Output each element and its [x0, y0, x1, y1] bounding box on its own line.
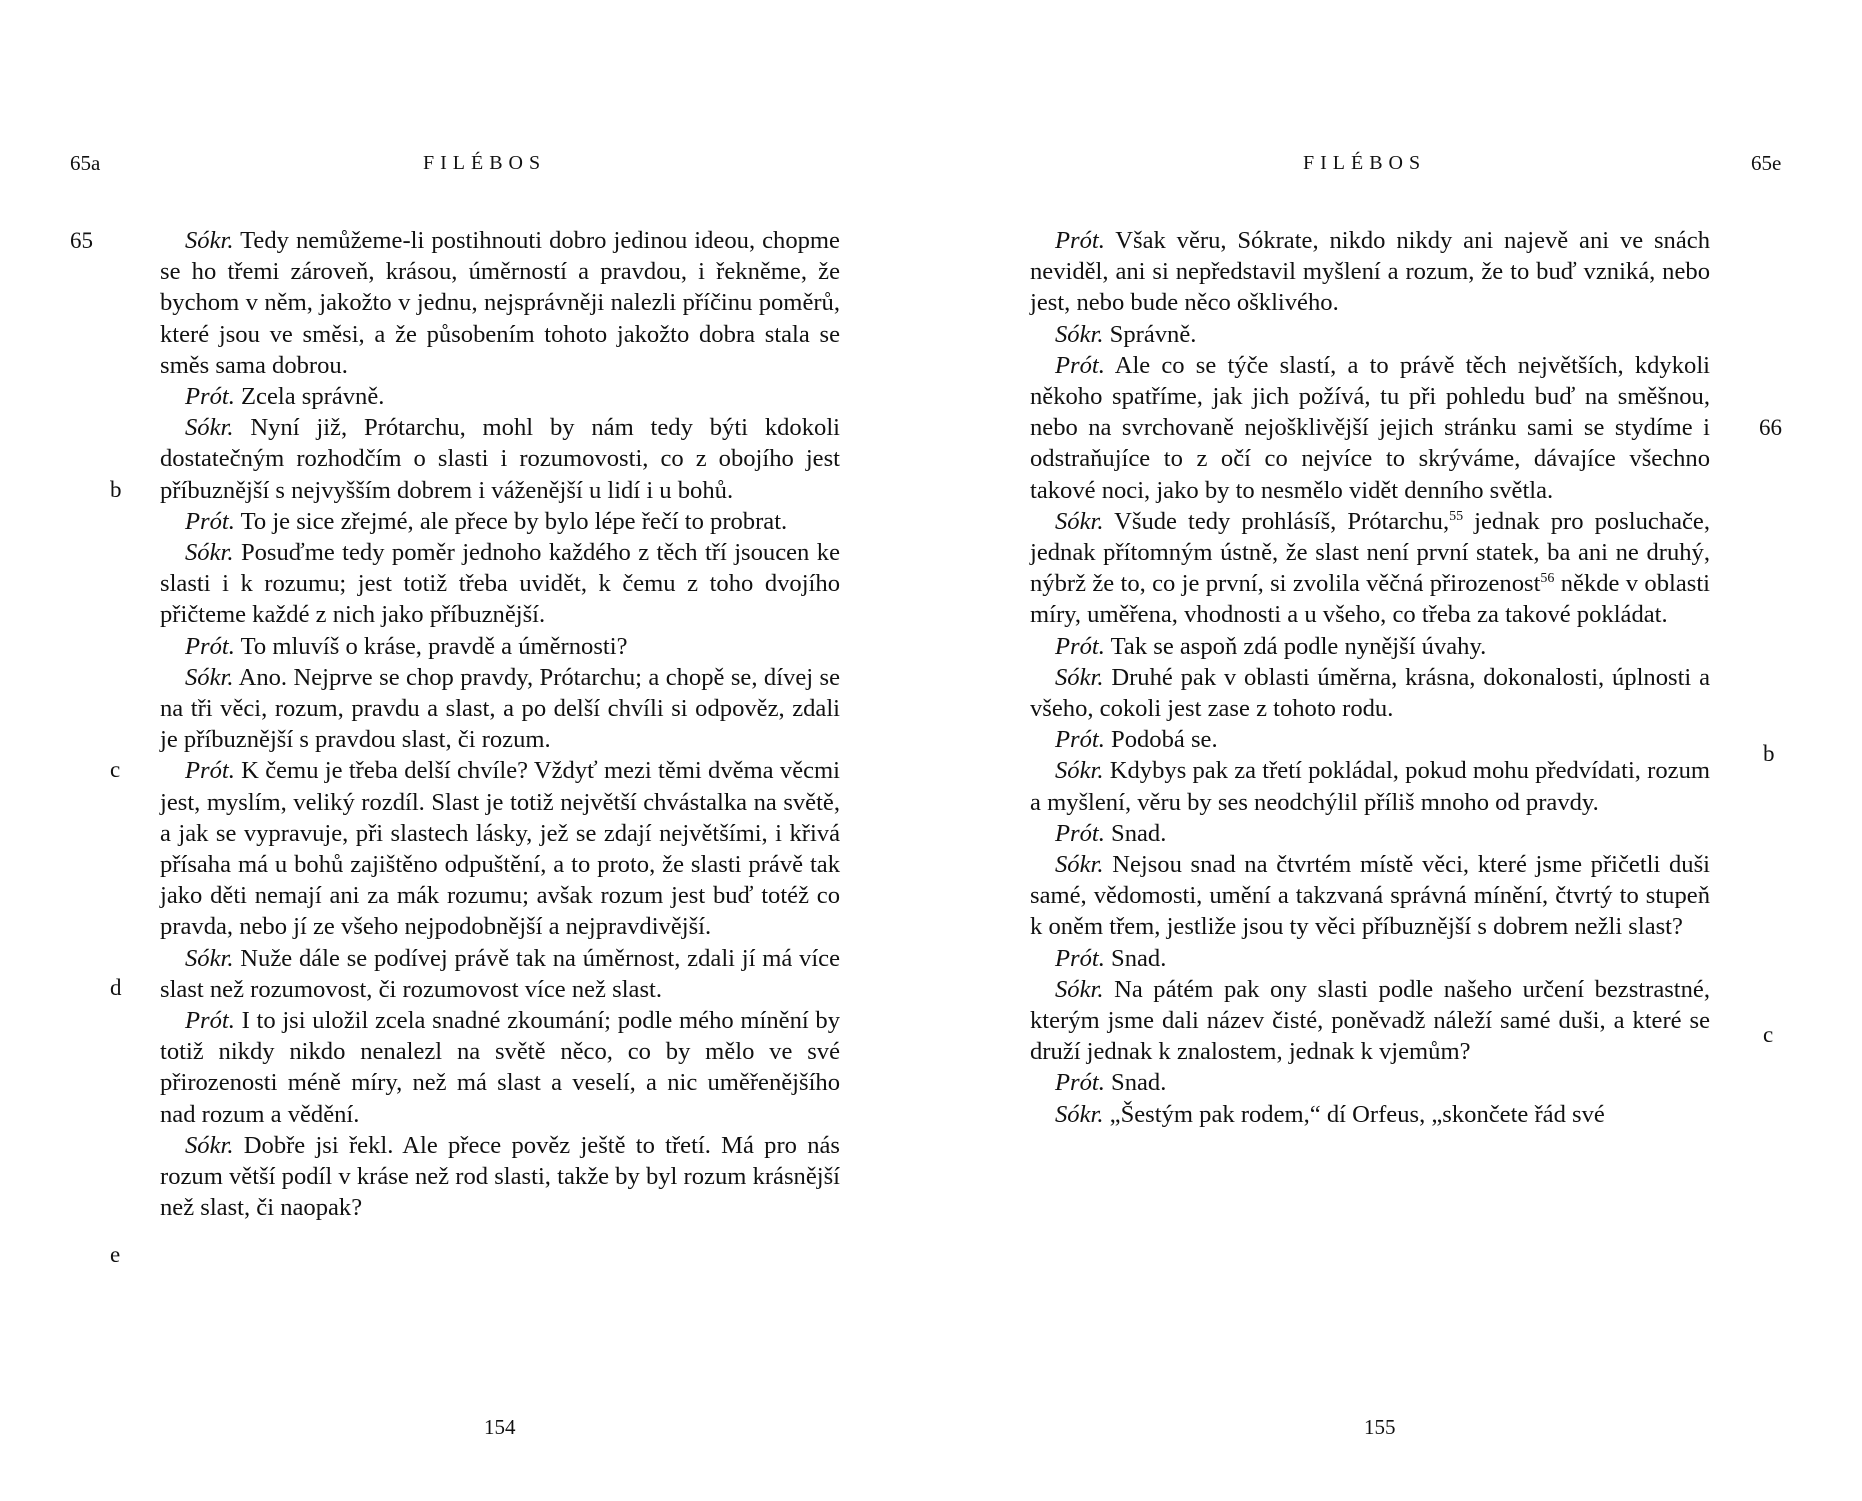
dialogue-paragraph	[1030, 849, 1710, 943]
speaker-name: Sókr.	[185, 414, 234, 442]
speaker-name: Sókr.	[185, 663, 234, 691]
dialogue-paragraph	[1030, 662, 1710, 724]
footnote-ref-55[interactable]: 55	[1449, 508, 1464, 524]
dialogue-text: Druhé pak v oblasti úměrna, krásna, dokonalosti, úplnosti a všeho, cokoli jest zase z tohoto rodu.	[1030, 663, 1710, 723]
dialogue-text: Posuďme tedy poměr jednoho každého z těch tří jsoucen ke slasti i k rozumu; jest totiž třeba uvidět, k čemu z toho dvojího přičteme každé z nich jako příbuznější.	[160, 539, 840, 629]
dialogue-text: někde v oblasti míry, uměřena, vhodnosti a u všeho, co třeba za takové pokládat.	[1030, 570, 1710, 629]
speaker-name: Prót.	[185, 632, 235, 660]
margin-ref-e: e	[110, 1242, 121, 1267]
speaker-name: Sókr.	[1055, 851, 1104, 879]
dialogue-paragraph	[1030, 755, 1710, 817]
dialogue-paragraph	[1030, 818, 1710, 849]
margin-ref-b: b	[110, 477, 122, 502]
speaker-name: Sókr.	[1055, 757, 1104, 785]
dialogue-paragraph	[160, 631, 840, 662]
dialogue-paragraph	[160, 412, 840, 506]
dialogue-text: Nyní již, Prótarchu, mohl by nám tedy býti kdokoli dostatečným rozhodčím o slasti i rozumovosti, co z obojího jest příbuznější s nejvyšším dobrem i váženější u lidí i u bohů.	[160, 414, 840, 504]
dialogue-text: To je sice zřejmé, ale přece by bylo lépe řečí to probrat.	[240, 507, 788, 535]
dialogue-paragraph	[1030, 974, 1710, 1068]
dialogue-text: I to jsi uložil zcela snadné zkoumání; podle mého mínění by totiž nikdy nikdo nenalezl na světě něco, co by mělo ve své přirozenosti méně míry, než má slast a veselí, a nic uměřenějšího nad rozum a vědění.	[160, 1007, 840, 1128]
dialogue-paragraph	[1030, 943, 1710, 974]
page-number: 155	[1364, 1415, 1396, 1439]
dialogue-text: Však věru, Sókrate, nikdo nikdy ani najevě ani ve snách neviděl, ani si nepředstavil myšlení a rozum, že to buď vzniká, nebo jest, nebo bude něco ošklivého.	[1030, 227, 1710, 317]
speaker-name: Sókr.	[185, 944, 234, 972]
dialogue-paragraph	[160, 662, 840, 756]
dialogue-text: Nuže dále se podívej právě tak na úměrnost, zdali jí má více slast než rozumovost, či rozumovost více než slast.	[160, 944, 840, 1003]
margin-ref-c: c	[110, 757, 121, 782]
speaker-name: Sókr.	[1055, 320, 1104, 348]
speaker-name: Prót.	[1055, 944, 1105, 972]
speaker-name: Prót.	[1055, 819, 1105, 847]
dialogue-text: Všude tedy prohlásíš, Prótarchu,	[1114, 507, 1450, 535]
speaker-name: Prót.	[185, 1007, 235, 1035]
dialogue-paragraph	[160, 943, 840, 1005]
dialogue-text: K čemu je třeba delší chvíle? Vždyť mezi těmi dvěma věcmi jest, myslím, veliký rozdíl. Slast je totiž největší chvástalka na světě, a jak se vypravuje, při slastech lásky, jež se zdají největšími, i křivá přísaha má u bohů zajištěno odpuštění, a to proto, že slasti právě tak jako děti nemají ani za mák rozumu; avšak rozum jest buď totéž co pravda, nebo jí ze všeho nejpodobnější a nejpravdivější.	[160, 757, 840, 941]
right-text-body	[1030, 225, 1710, 1130]
dialogue-text: Ano. Nejprve se chop pravdy, Prótarchu; a chopě se, dívej se na tři věci, rozum, pravdu a slast, a po delší chvíli si odpověz, zdali je příbuznější s pravdou slast, či rozum.	[160, 663, 840, 754]
dialogue-paragraph	[160, 225, 840, 381]
speaker-name: Prót.	[1055, 227, 1105, 254]
dialogue-paragraph	[1030, 1067, 1710, 1098]
dialogue-paragraph	[1030, 506, 1710, 631]
dialogue-text: Tedy nemůžeme-li postihnouti dobro jedinou ideou, chopme se ho třemi zároveň, krásou, úměrností a pravdou, i řekněme, že bychom v něm, jakožto v jednu, nejsprávněji nalezli příčinu poměrů, které jsou ve směsi, a že působením tohoto jakožto dobra stala se směs sama dobrou.	[160, 227, 840, 379]
dialogue-paragraph	[160, 755, 840, 942]
speaker-name: Sókr.	[1055, 975, 1104, 1003]
dialogue-text: Kdybys pak za třetí pokládal, pokud mohu předvídati, rozum a myšlení, věru by ses neodchýlil příliš mnoho od pravdy.	[1030, 757, 1710, 816]
dialogue-paragraph	[1030, 631, 1710, 662]
speaker-name: Sókr.	[185, 227, 234, 254]
speaker-name: Sókr.	[185, 1131, 234, 1159]
margin-ref-c: c	[1763, 1022, 1774, 1047]
left-text-body	[160, 225, 840, 1224]
speaker-name: Prót.	[1055, 632, 1105, 660]
speaker-name: Sókr.	[1055, 1100, 1104, 1128]
page-number: 154	[484, 1415, 516, 1439]
dialogue-text: Tak se aspoň zdá podle nynější úvahy.	[1110, 632, 1487, 660]
dialogue-paragraph	[1030, 1099, 1710, 1130]
dialogue-text: Snad.	[1111, 944, 1167, 972]
speaker-name: Prót.	[1055, 726, 1105, 754]
dialogue-text: Snad.	[1111, 1069, 1167, 1097]
running-title: FILÉBOS	[1303, 152, 1427, 174]
speaker-name: Sókr.	[1055, 663, 1104, 691]
speaker-name: Prót.	[1055, 351, 1105, 379]
dialogue-paragraph	[1030, 724, 1710, 755]
stephanus-header-ref: 65e	[1751, 151, 1782, 175]
dialogue-paragraph	[160, 1130, 840, 1224]
dialogue-paragraph	[160, 506, 840, 537]
dialogue-text: jednak pro posluchače, jednak přítomným ústně, že slast není první statek, ba ani ne druhý, nýbrž že to, co je první, si zvolila věčná přirozenost	[1030, 507, 1710, 598]
margin-ref-66: 66	[1759, 415, 1782, 440]
dialogue-text: Na pátém pak ony slasti podle našeho určení bezstrastné, kterým jsme dali název čisté, poněvadž náleží samé duši, a které se druží jednak k znalostem, jednak k vjemům?	[1030, 975, 1710, 1066]
speaker-name: Prót.	[1055, 1069, 1105, 1097]
dialogue-text: To mluvíš o kráse, pravdě a úměrnosti?	[240, 632, 628, 660]
dialogue-text: Snad.	[1111, 819, 1167, 847]
dialogue-paragraph	[160, 381, 840, 412]
speaker-name: Prót.	[185, 383, 235, 411]
dialogue-text: Podobá se.	[1111, 726, 1218, 754]
speaker-name: Sókr.	[1055, 507, 1104, 535]
dialogue-text: Nejsou snad na čtvrtém místě věci, které jsme přičetli duši samé, vědomosti, umění a takzvaná správná mínění, čtvrtý to stupeň k oněm třem, jestliže jsou ty věci příbuznější s dobrem nežli slast?	[1030, 851, 1711, 941]
dialogue-paragraph	[160, 537, 840, 631]
running-title: FILÉBOS	[423, 152, 547, 174]
margin-ref-b: b	[1763, 741, 1775, 766]
dialogue-text: Zcela správně.	[241, 383, 385, 411]
stephanus-header-ref: 65a	[70, 151, 101, 175]
margin-ref-d: d	[110, 975, 122, 1000]
right-page	[931, 0, 1862, 1501]
speaker-name: Sókr.	[185, 539, 234, 567]
footnote-ref-56[interactable]: 56	[1540, 571, 1555, 587]
dialogue-paragraph	[160, 1005, 840, 1130]
margin-ref-65: 65	[70, 228, 93, 253]
speaker-name: Prót.	[185, 507, 235, 535]
dialogue-text: Ale co se týče slastí, a to právě těch největších, kdykoli někoho spatříme, jak jich požívá, tu při pohledu buď na směšnou, nebo na svrchovaně nejošklivější jejich stránku sami se stydíme i odstraňujíce to z očí co nejvíce to skrýváme, dávajíce všechno takové noci, jako by to nesmělo vidět denního světla.	[1030, 351, 1710, 504]
dialogue-text: „Šestým pak rodem,“ dí Orfeus, „skončete řád své	[1109, 1100, 1605, 1128]
dialogue-text: Dobře jsi řekl. Ale přece pověz ještě to třetí. Má pro nás rozum větší podíl v kráse než rod slasti, takže by byl rozum krásnější než slast, či naopak?	[160, 1131, 840, 1222]
dialogue-text: Správně.	[1109, 320, 1197, 348]
dialogue-paragraph	[1030, 319, 1710, 350]
speaker-name: Prót.	[185, 757, 235, 785]
dialogue-paragraph	[1030, 225, 1710, 319]
dialogue-paragraph	[1030, 350, 1710, 506]
